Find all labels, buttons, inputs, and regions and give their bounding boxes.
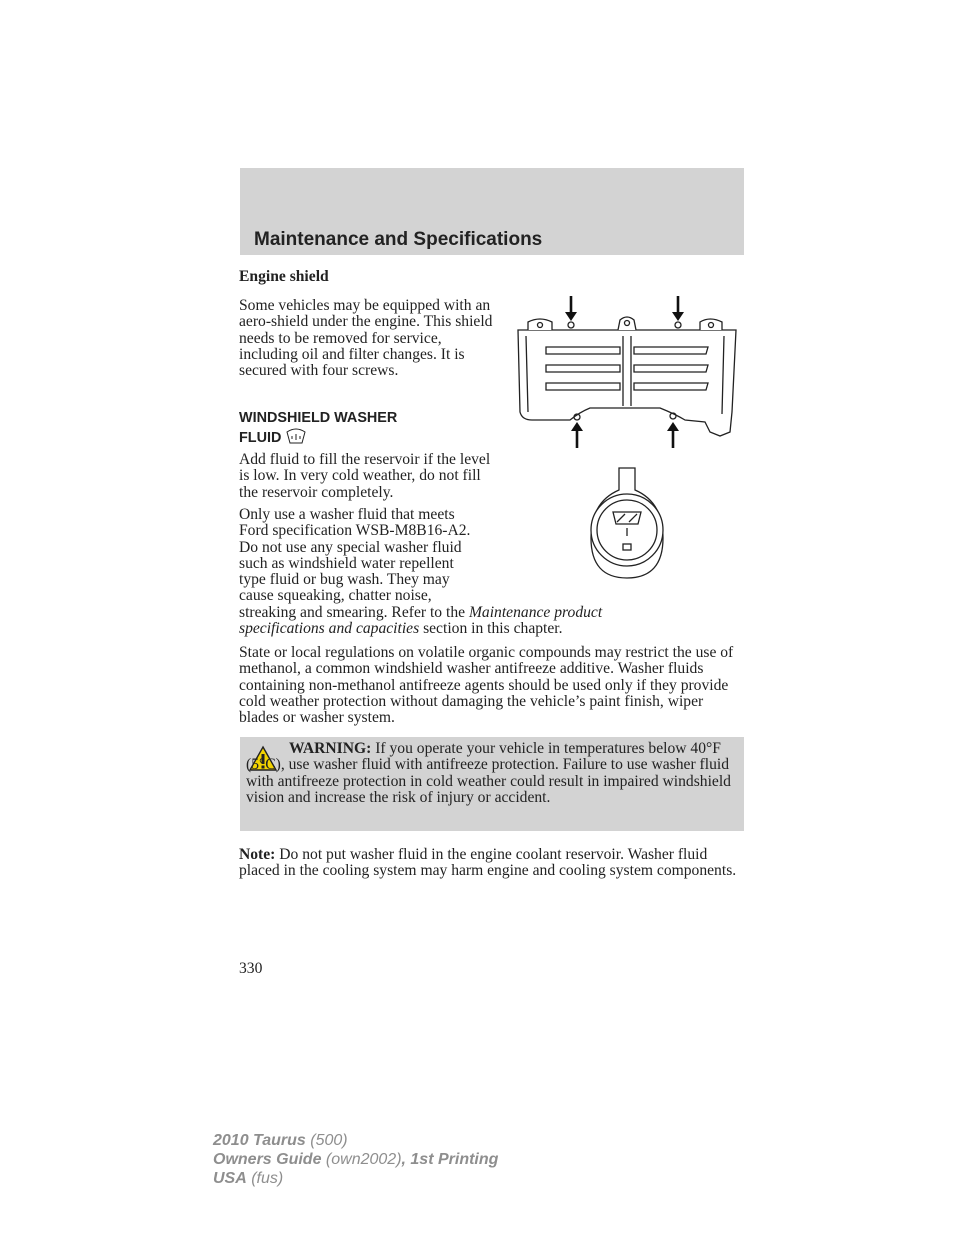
spec-line-2: Ford specification WSB-M8B16-A2. bbox=[239, 522, 471, 540]
footer-model-code: (500) bbox=[305, 1132, 348, 1149]
spec-line-3: Do not use any special washer fluid bbox=[239, 538, 462, 556]
specifications-capacities-reference: specifications and capacities bbox=[239, 620, 420, 638]
washer-heading-line1: WINDSHIELD WASHER bbox=[239, 410, 398, 426]
section-title: Maintenance and Specifications bbox=[254, 229, 543, 250]
maintenance-product-reference: Maintenance product bbox=[468, 603, 603, 621]
spec-line-7 bbox=[239, 605, 744, 621]
engine-shield-paragraph: Some vehicles may be equipped with an aero-shield under the engine. This shield needs to be removed for service, including oil and filter changes. It is secured with four screws. bbox=[239, 297, 493, 380]
engine-shield-heading: Engine shield bbox=[239, 268, 329, 285]
warning-body: If you operate your vehicle in temperatures below 40°F (5°C), use washer fluid with antifreeze protection. Failure to use washer fluid with antifreeze protection in cold weather could result in impaired windshield vision and increase the risk of injury or accident. bbox=[246, 740, 731, 806]
note-label: Note: bbox=[239, 846, 276, 863]
warning-text bbox=[246, 741, 736, 806]
spec-line-4: such as windshield water repellent bbox=[239, 554, 454, 572]
warning-box bbox=[240, 737, 744, 831]
washer-fluid-heading bbox=[239, 409, 397, 447]
document-footer bbox=[213, 1131, 498, 1188]
washer-fill-paragraph: Add fluid to fill the reservoir if the level is low. In very cold weather, do not fill the reservoir completely. bbox=[239, 451, 491, 501]
section-header bbox=[240, 168, 744, 255]
spec-line-5: type fluid or bug wash. They may bbox=[239, 571, 450, 589]
footer-model: 2010 Taurus bbox=[213, 1132, 306, 1149]
footer-printing: , 1st Printing bbox=[401, 1151, 499, 1168]
footer-guide-code: (own2002) bbox=[321, 1151, 402, 1168]
methanol-regulation-paragraph: State or local regulations on volatile organic compounds may restrict the use of methanol, a common windshield washer antifreeze additive. Washer fluids containing non-methanol antifreeze agents should be used only if they provide cold weather protection without damaging the vehicle’s paint finish, wiper blades or washer system. bbox=[239, 644, 734, 727]
footer-line-region bbox=[213, 1169, 498, 1188]
warning-label: WARNING: bbox=[289, 740, 372, 757]
engine-shield-illustration bbox=[510, 292, 745, 452]
footer-region: USA bbox=[213, 1170, 247, 1187]
spec-line-6: cause squeaking, chatter noise, bbox=[239, 587, 432, 605]
page-number: 330 bbox=[239, 960, 263, 977]
note-paragraph bbox=[239, 847, 744, 880]
spec-tail-text: streaking and smearing. Refer to the bbox=[239, 603, 469, 621]
footer-region-code: (fus) bbox=[246, 1170, 284, 1187]
washer-heading-line2 bbox=[239, 427, 397, 447]
note-body: Do not put washer fluid in the engine coolant reservoir. Washer fluid placed in the cooling system may harm engine and cooling system components. bbox=[239, 846, 737, 880]
footer-line-guide bbox=[213, 1150, 498, 1169]
footer-line-model bbox=[213, 1131, 498, 1150]
spec-line-1: Only use a washer fluid that meets bbox=[239, 506, 455, 523]
washer-fluid-icon bbox=[285, 427, 307, 445]
spec-line-8 bbox=[239, 621, 744, 637]
washer-spec-paragraph bbox=[239, 507, 744, 637]
washer-heading-line2-text: FLUID bbox=[239, 430, 282, 446]
spec-tail-end: section in this chapter. bbox=[419, 620, 563, 638]
footer-guide: Owners Guide bbox=[213, 1151, 322, 1168]
